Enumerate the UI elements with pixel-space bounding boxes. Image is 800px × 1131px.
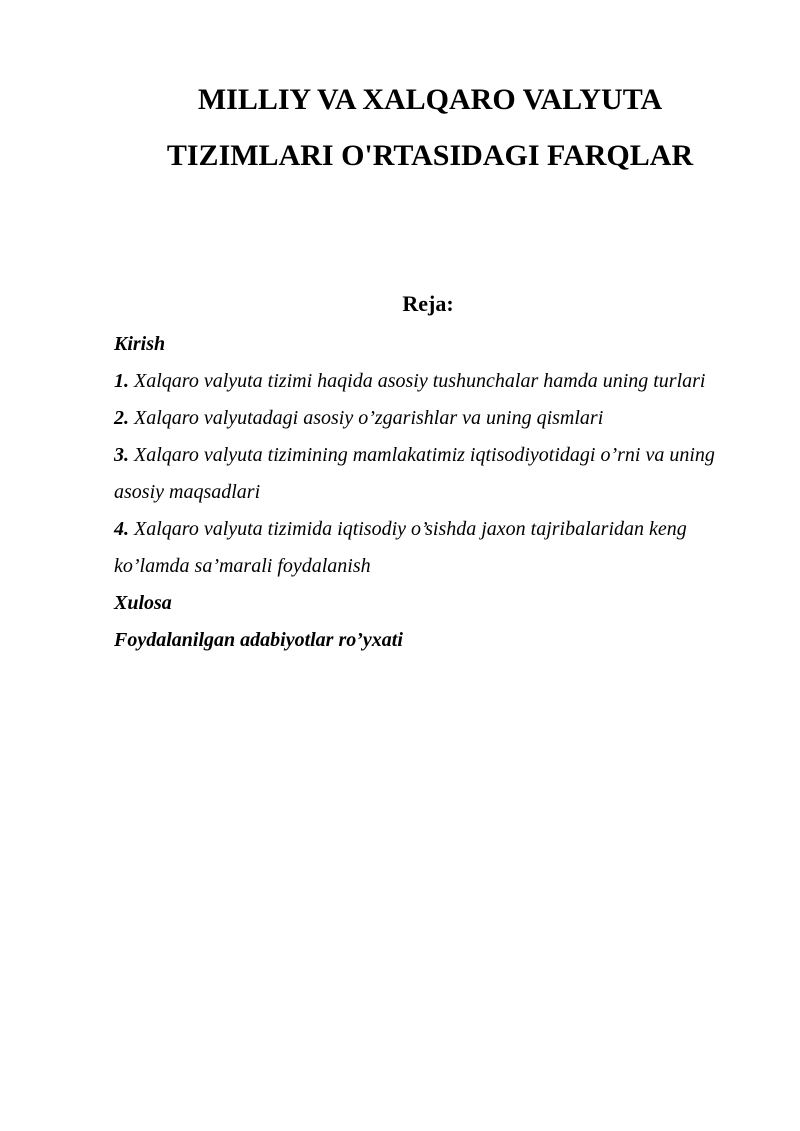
plan-item-number: 2. [114, 407, 129, 429]
plan-heading: Reja: [402, 291, 454, 316]
plan-item-3 [114, 437, 740, 511]
document-title [120, 72, 740, 184]
plan-item-4 [114, 511, 740, 585]
plan-item-text: Xalqaro valyuta tizimida iqtisodiy o’sishda jaxon tajribalaridan keng ko’lamda sa’marali foydalanish [114, 518, 687, 577]
plan-item-1 [114, 363, 740, 400]
plan-item-text: Xalqaro valyuta tizimi haqida asosiy tushunchalar hamda uning turlari [129, 370, 706, 392]
plan-item-number: 4. [114, 518, 129, 540]
plan-references: Foydalanilgan adabiyotlar ro’yxati [114, 629, 403, 651]
plan-item-number: 3. [114, 444, 129, 466]
title-line-2: TIZIMLARI O'RTASIDAGI FARQLAR [166, 139, 694, 172]
plan-intro: Kirish [114, 333, 166, 355]
plan-item-number: 1. [114, 370, 129, 392]
plan-item-text: Xalqaro valyuta tizimining mamlakatimiz iqtisodiyotidagi o’rni va uning asosiy maqsadlari [114, 444, 715, 503]
plan-item-2 [114, 400, 740, 437]
plan-conclusion: Xulosa [114, 592, 172, 614]
title-line-1: MILLIY VA XALQARO VALYUTA [197, 83, 663, 116]
plan-item-text: Xalqaro valyutadagi asosiy o’zgarishlar va uning qismlari [129, 407, 604, 429]
plan-list [114, 326, 740, 659]
